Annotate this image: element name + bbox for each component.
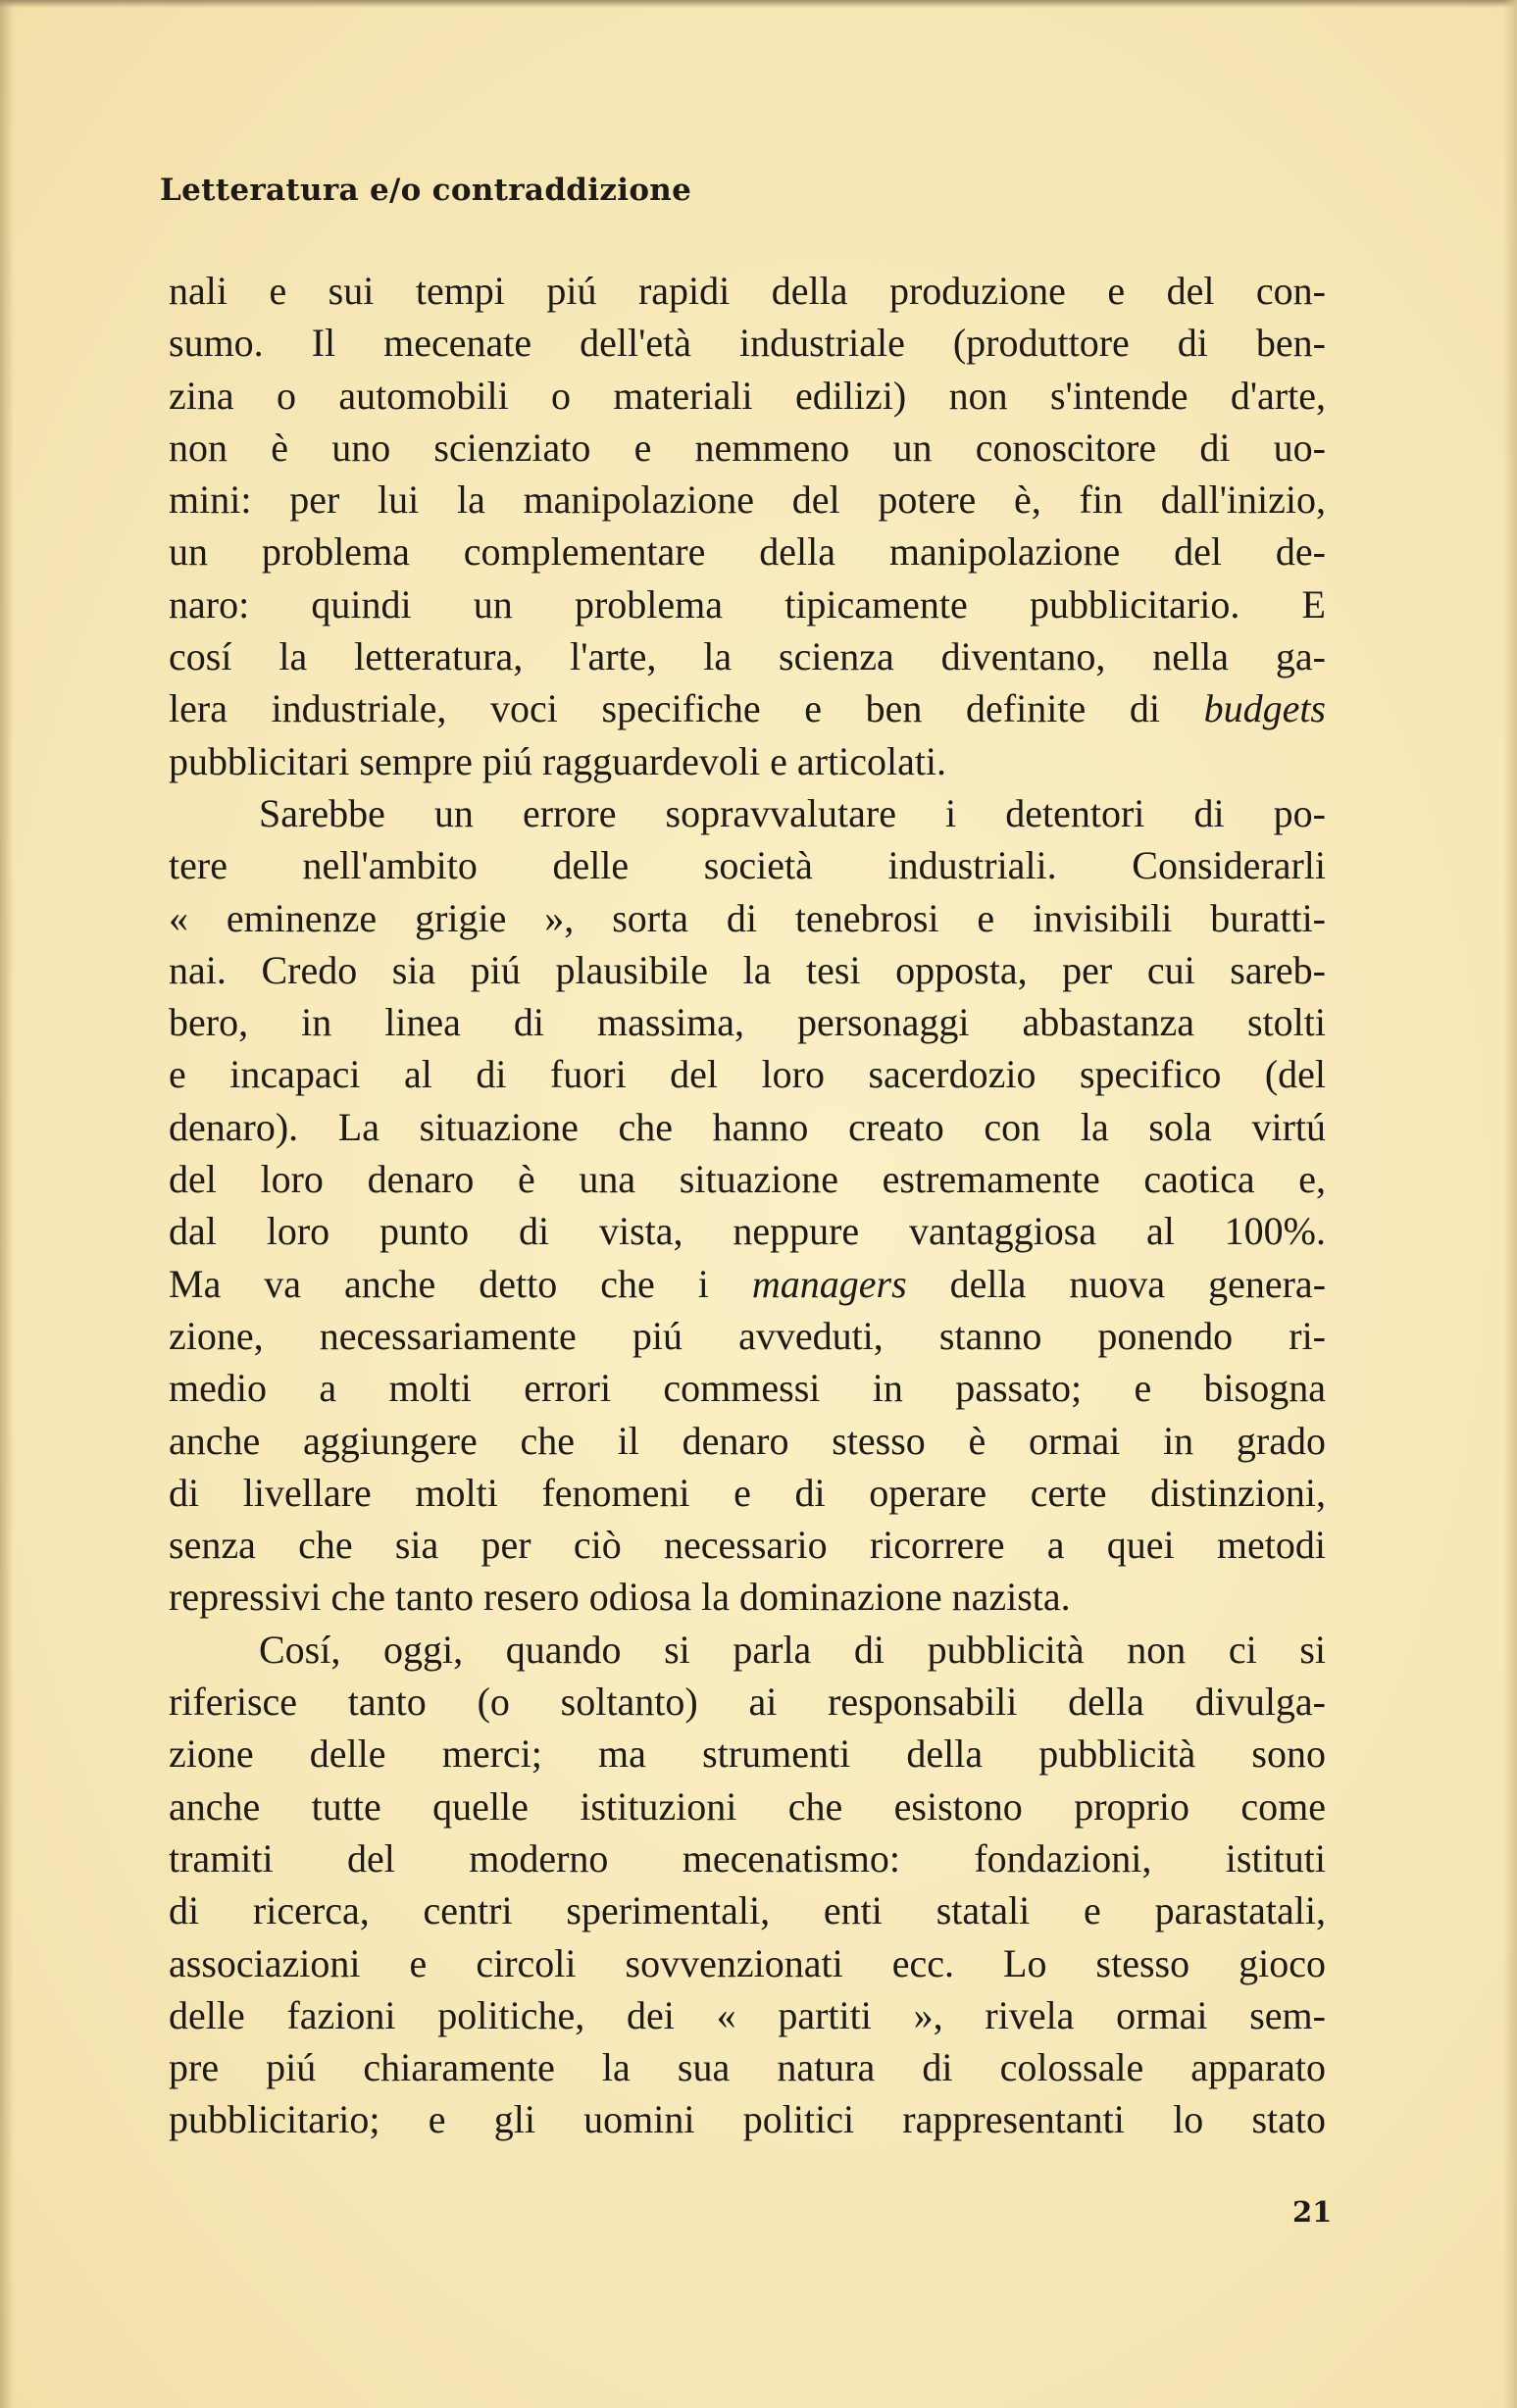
page-shadow-top	[0, 0, 1517, 8]
page-number: 21	[1292, 2195, 1333, 2229]
italic-word: budgets	[1203, 686, 1326, 731]
text-line: delle fazioni politiche, dei « partiti », rivela ormai sem-	[169, 1992, 1326, 2037]
text-line: pubblicitari sempre piú ragguardevoli e articolati.	[169, 738, 947, 783]
text-line: naro: quindi un problema tipicamente pubblicitario. E	[169, 581, 1326, 627]
page-shadow-right	[1503, 0, 1517, 2408]
text-line: anche tutte quelle istituzioni che esistono proprio come	[169, 1783, 1326, 1829]
text-line: pre piú chiaramente la sua natura di colossale apparato	[169, 2045, 1326, 2090]
text-line: zione delle merci; ma strumenti della pubblicità sono	[169, 1731, 1326, 1777]
text-line: sumo. Il mecenate dell'età industriale (produttore di ben-	[169, 321, 1326, 366]
text-line: mini: per lui la manipolazione del potere è, fin dall'inizio,	[169, 477, 1326, 523]
text-line: lera industriale, voci specifiche e ben definite di budgets	[169, 686, 1326, 731]
text-line: pubblicitario; e gli uomini politici rappresentanti lo stato	[169, 2097, 1326, 2142]
text-line: nali e sui tempi piú rapidi della produzione e del con-	[169, 269, 1326, 313]
text-line: « eminenze grigie », sorta di tenebrosi e invisibili buratti-	[169, 895, 1326, 940]
text-line: medio a molti errori commessi in passato; e bisogna	[169, 1366, 1326, 1411]
text-line: denaro). La situazione che hanno creato con la sola virtú	[169, 1104, 1326, 1149]
text-line: anche aggiungere che il denaro stesso è ormai in grado	[169, 1418, 1326, 1463]
text-line: Ma va anche detto che i managers della nuova genera-	[169, 1261, 1327, 1306]
text-line: Cosí, oggi, quando si parla di pubblicità non ci si	[259, 1627, 1326, 1672]
italic-word: managers	[751, 1261, 907, 1306]
page-shadow-left	[0, 0, 14, 2408]
text-line: cosí la letteratura, l'arte, la scienza diventano, nella ga-	[169, 634, 1326, 679]
text-line: non è uno scienziato e nemmeno un conoscitore di uo-	[169, 425, 1326, 470]
body-text	[169, 265, 1326, 2146]
text-line: un problema complementare della manipolazione del de-	[169, 529, 1326, 575]
text-line: di livellare molti fenomeni e di operare certe distinzioni,	[169, 1470, 1326, 1515]
text-line: repressivi che tanto resero odiosa la dominazione nazista.	[169, 1575, 1071, 1620]
text-line: e incapaci al di fuori del loro sacerdozio specifico (del	[169, 1052, 1326, 1097]
text-line: zione, necessariamente piú avveduti, stanno ponendo ri-	[169, 1313, 1326, 1358]
text-line: Sarebbe un errore sopravvalutare i detentori di po-	[259, 790, 1326, 835]
text-line: dal loro punto di vista, neppure vantaggiosa al 100%.	[169, 1209, 1326, 1254]
text-line: di ricerca, centri sperimentali, enti statali e parastatali,	[169, 1888, 1326, 1933]
text-line: del loro denaro è una situazione estremamente caotica e,	[169, 1157, 1326, 1202]
text-line: zina o automobili o materiali edilizi) non s'intende d'arte,	[169, 373, 1326, 418]
text-line: riferisce tanto (o soltanto) ai responsabili della divulga-	[169, 1680, 1326, 1725]
running-head: Letteratura e/o contraddizione	[160, 173, 692, 208]
text-line: bero, in linea di massima, personaggi abbastanza stolti	[169, 1000, 1326, 1045]
text-line: senza che sia per ciò necessario ricorrere a quei metodi	[169, 1523, 1326, 1568]
text-line: nai. Credo sia piú plausibile la tesi opposta, per cui sareb-	[169, 947, 1326, 992]
text-line: tere nell'ambito delle società industriali. Considerarli	[169, 843, 1326, 888]
text-line: associazioni e circoli sovvenzionati ecc. Lo stesso gioco	[169, 1940, 1326, 1985]
text-line: tramiti del moderno mecenatismo: fondazioni, istituti	[169, 1835, 1326, 1881]
